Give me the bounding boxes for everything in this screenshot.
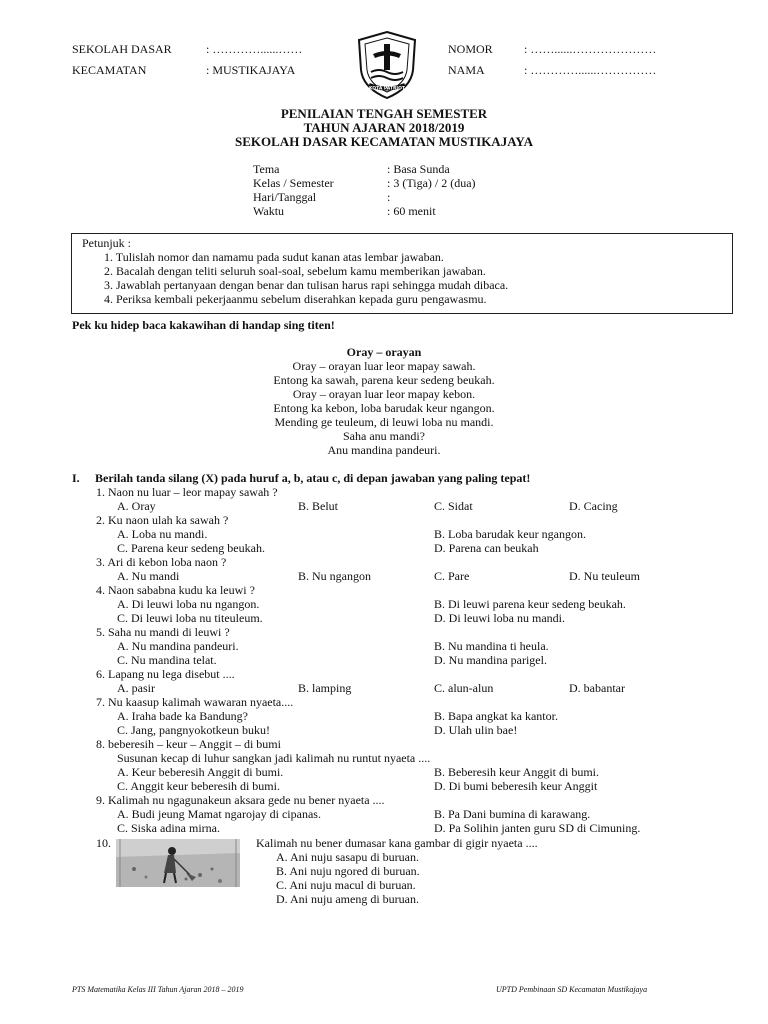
poem-line: Saha anu mandi? <box>343 429 425 443</box>
option-d: D. Ulah ulin bae! <box>434 723 518 737</box>
option-d: D. Nu teuleum <box>569 569 640 583</box>
option-a: A. Di leuwi loba nu ngangon. <box>117 597 260 611</box>
question-text: 5. Saha nu mandi di leuwi ? <box>96 625 230 639</box>
logo-text: KOTA PATRIOT <box>368 86 406 92</box>
option-a: A. Iraha bade ka Bandung? <box>117 709 248 723</box>
question-text: 3. Ari di kebon loba naon ? <box>96 555 227 569</box>
info-label-time: Waktu <box>253 204 285 218</box>
info-label-class: Kelas / Semester <box>253 176 334 190</box>
option-d: D. Nu mandina parigel. <box>434 653 547 667</box>
title-line-1: PENILAIAN TENGAH SEMESTER <box>280 106 488 121</box>
option-c: C. alun-alun <box>434 681 494 695</box>
district-value: : MUSTIKAJAYA <box>206 63 296 77</box>
option-c: C. Parena keur sedeng beukah. <box>117 541 265 555</box>
option-b: B. lamping <box>298 681 352 695</box>
instructions-title: Petunjuk : <box>82 236 132 250</box>
option-a: A. Budi jeung Mamat ngarojay di cipanas. <box>117 807 321 821</box>
question-text: 7. Nu kaasup kalimah wawaran nyaeta.... <box>96 695 294 709</box>
option-a: A. Oray <box>117 499 156 513</box>
poem-line: Oray – orayan luar leor mapay kebon. <box>292 387 476 401</box>
number-label: NOMOR <box>448 42 493 56</box>
option-b: B. Beberesih keur Anggit di bumi. <box>434 765 599 779</box>
question-text: 2. Ku naon ulah ka sawah ? <box>96 513 229 527</box>
number-value: : ……......………………… <box>524 42 657 56</box>
option-c: C. Sidat <box>434 499 473 513</box>
poem-line: Anu mandina pandeuri. <box>327 443 441 457</box>
school-value: : …………......…… <box>206 42 303 56</box>
district-label: KECAMATAN <box>72 63 147 77</box>
option-d: D. Parena can beukah <box>434 541 539 555</box>
option-b: B. Nu mandina ti heula. <box>434 639 549 653</box>
option-b: B. Belut <box>298 499 339 513</box>
option-d: D. babantar <box>569 681 625 695</box>
option-c: C. Ani nuju macul di buruan. <box>276 878 416 892</box>
question-text: 9. Kalimah nu ngagunakeun aksara gede nu bener nyaeta .... <box>96 793 385 807</box>
question-text: 4. Naon sababna kudu ka leuwi ? <box>96 583 255 597</box>
info-value-time: : 60 menit <box>387 204 436 218</box>
school-label: SEKOLAH DASAR <box>72 42 172 56</box>
section-number: I. <box>72 471 80 485</box>
option-a: A. Nu mandina pandeuri. <box>117 639 239 653</box>
reading-intro: Pek ku hidep baca kakawihan di handap sing titen! <box>72 318 335 332</box>
poem-line: Mending ge teuleum, di leuwi loba nu mandi. <box>274 415 494 429</box>
question-text-2: Kalimah nu bener dumasar kana gambar di gigir nyaeta .... <box>256 836 538 850</box>
poem-line: Oray – orayan luar leor mapay sawah. <box>292 359 476 373</box>
option-a: A. pasir <box>117 681 155 695</box>
footer-left: PTS Matematika Kelas III Tahun Ajaran 2018 – 2019 <box>72 985 244 994</box>
option-c: C. Pare <box>434 569 470 583</box>
option-c: C. Jang, pangnyokotkeun buku! <box>117 723 270 737</box>
instruction-item: 3. Jawablah pertanyaan dengan benar dan tulisan harus rapi sehingga mudah dibaca. <box>104 278 509 292</box>
option-d: D. Cacing <box>569 499 618 513</box>
option-c: C. Anggit keur beberesih di bumi. <box>117 779 280 793</box>
info-value-class: : 3 (Tiga) / 2 (dua) <box>387 176 476 190</box>
info-label-date: Hari/Tanggal <box>253 190 317 204</box>
option-a: A. Keur beberesih Anggit di bumi. <box>117 765 284 779</box>
name-value: : …………......…………… <box>524 63 657 77</box>
option-b: B. Loba barudak keur ngangon. <box>434 527 586 541</box>
info-label-theme: Tema <box>253 162 280 176</box>
city-crest-logo <box>355 30 419 100</box>
sweeping-girl-illustration <box>116 839 240 887</box>
option-b: B. Ani nuju ngored di buruan. <box>276 864 420 878</box>
option-b: B. Pa Dani bumina di karawang. <box>434 807 591 821</box>
instruction-item: 1. Tulislah nomor dan namamu pada sudut kanan atas lembar jawaban. <box>104 250 444 264</box>
instruction-item: 4. Periksa kembali pekerjaanmu sebelum diserahkan kepada guru pengawasmu. <box>104 292 487 306</box>
question-text: 6. Lapang nu lega disebut .... <box>96 667 235 681</box>
poem-line: Entong ka sawah, parena keur sedeng beukah. <box>273 373 495 387</box>
option-d: D. Di leuwi loba nu mandi. <box>434 611 565 625</box>
title-line-2: TAHUN AJARAN 2018/2019 <box>303 120 465 135</box>
option-c: C. Nu mandina telat. <box>117 653 217 667</box>
option-d: D. Pa Solihin janten guru SD di Cimuning. <box>434 821 641 835</box>
title-line-3: SEKOLAH DASAR KECAMATAN MUSTIKAJAYA <box>235 134 533 149</box>
option-c: C. Siska adina mirna. <box>117 821 220 835</box>
option-a: A. Loba nu mandi. <box>117 527 208 541</box>
option-b: B. Bapa angkat ka kantor. <box>434 709 558 723</box>
question-text: 8. beberesih – keur – Anggit – di bumi <box>96 737 281 751</box>
info-value-theme: : Basa Sunda <box>387 162 450 176</box>
info-value-date: : <box>387 190 391 204</box>
option-a: A. Nu mandi <box>117 569 180 583</box>
question-number: 10. <box>96 836 111 850</box>
option-b: B. Nu ngangon <box>298 569 371 583</box>
question-text: 1. Naon nu luar – leor mapay sawah ? <box>96 485 278 499</box>
section-instruction: Berilah tanda silang (X) pada huruf a, b, atau c, di depan jawaban yang paling tepat! <box>95 471 531 485</box>
footer-right: UPTD Pembinaan SD Kecamatan Mustikajaya <box>496 985 648 994</box>
instruction-item: 2. Bacalah dengan teliti seluruh soal-soal, sebelum kamu memberikan jawaban. <box>104 264 486 278</box>
option-a: A. Ani nuju sasapu di buruan. <box>276 850 419 864</box>
option-c: C. Di leuwi loba nu titeuleum. <box>117 611 263 625</box>
name-label: NAMA <box>448 63 485 77</box>
poem-title: Oray – orayan <box>346 345 422 359</box>
option-b: B. Di leuwi parena keur sedeng beukah. <box>434 597 626 611</box>
option-d: D. Di bumi beberesih keur Anggit <box>434 779 598 793</box>
option-d: D. Ani nuju ameng di buruan. <box>276 892 419 906</box>
question-text-2: Susunan kecap di luhur sangkan jadi kalimah nu runtut nyaeta .... <box>117 751 431 765</box>
poem-line: Entong ka kebon, loba barudak keur ngangon. <box>273 401 495 415</box>
